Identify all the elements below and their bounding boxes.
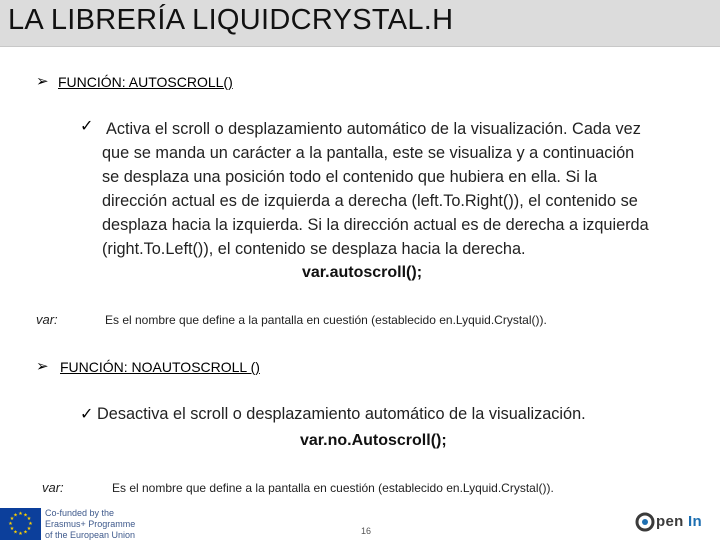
arrow-bullet-icon: ➢	[36, 73, 49, 90]
eu-cofunded-text	[45, 508, 135, 541]
arrow-bullet-icon: ➢	[36, 358, 49, 375]
paragraph-line: dirección actual es de izquierda a derecha (left.To.Right()), el contenido se	[102, 192, 638, 210]
eu-text-line: of the European Union	[45, 530, 136, 540]
svg-text:★: ★	[18, 531, 23, 537]
svg-text:★: ★	[9, 516, 15, 522]
svg-text:★: ★	[28, 521, 33, 527]
eu-text-line: Erasmus+ Programme	[45, 519, 136, 529]
svg-text:★: ★	[13, 529, 18, 536]
svg-text:★: ★	[13, 512, 18, 519]
svg-text:★: ★	[26, 516, 32, 522]
paragraph-line: que se manda un carácter a la pantalla, este se visualiza y a continuación	[102, 144, 635, 162]
paragraph-line: Activa el scroll o desplazamiento automático de la visualización. Cada vez	[106, 120, 641, 138]
section1-paragraph	[102, 117, 702, 261]
section1-var-label: var:	[36, 312, 58, 327]
svg-text:★: ★	[9, 526, 15, 532]
eu-text-line: Co-funded by the	[45, 508, 115, 518]
page-number: 16	[361, 526, 372, 536]
section1-code: var.autoscroll();	[302, 264, 423, 281]
eu-flag-logo	[0, 508, 41, 540]
checkmark-icon: ✓	[80, 118, 94, 135]
logo-ring-icon	[634, 511, 656, 533]
logo-text-pre: pen	[656, 513, 684, 530]
svg-text:★: ★	[23, 529, 28, 536]
section2-bullet-text: Desactiva el scroll o desplazamiento automático de la visualización.	[97, 405, 586, 423]
paragraph-line: (right.To.Left()), el contenido se desplaza hacia la derecha.	[102, 240, 526, 258]
logo-text-post: In	[688, 513, 702, 530]
paragraph-line: se desplaza una posición todo el contenido que hubiera en ella. Si la	[102, 168, 598, 186]
title-bar	[0, 0, 720, 47]
section1-var-description: Es el nombre que define a la pantalla en cuestión (establecido en.Lyquid.Crystal()).	[105, 313, 547, 327]
section1-heading: FUNCIÓN: AUTOSCROLL()	[58, 74, 233, 90]
section2-var-description: Es el nombre que define a la pantalla en cuestión (establecido en.Lyquid.Crystal()).	[112, 481, 554, 495]
svg-text:★: ★	[23, 512, 28, 519]
checkmark-icon: ✓	[80, 406, 94, 423]
section2-var-label: var:	[42, 480, 64, 495]
svg-text:★: ★	[26, 526, 32, 532]
svg-text:★: ★	[8, 521, 13, 527]
svg-text:★: ★	[18, 511, 23, 517]
section2-heading: FUNCIÓN: NOAUTOSCROLL ()	[60, 359, 260, 375]
logo-wordmark	[656, 513, 702, 530]
eu-stars-icon	[0, 508, 41, 540]
section2-code: var.no.Autoscroll();	[300, 432, 447, 449]
slide-title: LA LIBRERÍA LIQUIDCRYSTAL.H	[8, 4, 454, 36]
paragraph-line: desplaza hacia la izquierda. Si la dirección actual es de derecha a izquierda	[102, 216, 649, 234]
